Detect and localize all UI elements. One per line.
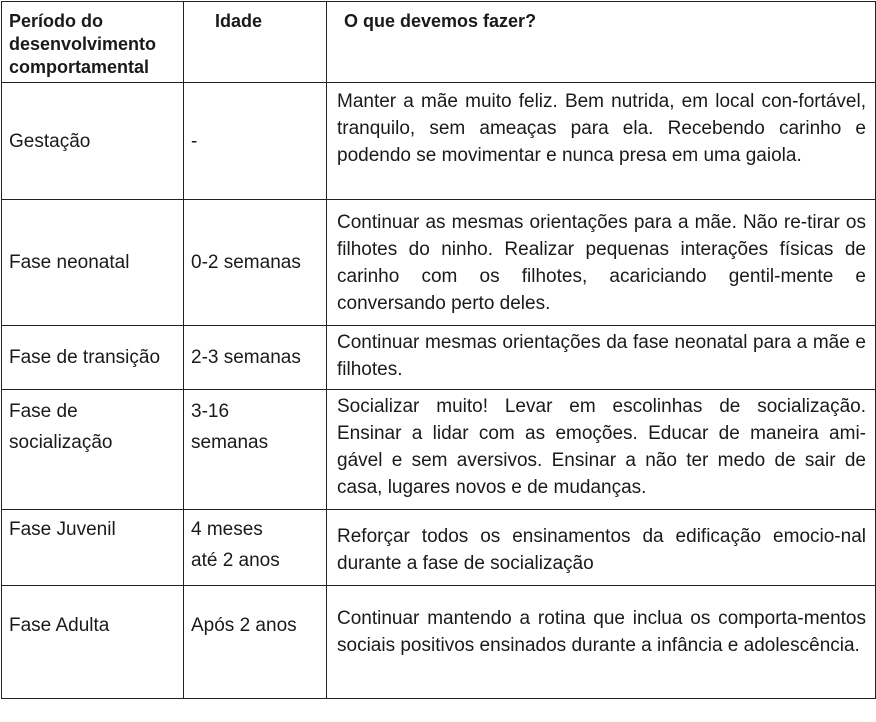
table-row: [2, 83, 876, 200]
header-period-line: Período do: [9, 11, 103, 31]
header-period-line: desenvolvimento: [9, 34, 157, 54]
table-row: [2, 390, 876, 510]
header-period: [2, 2, 184, 83]
age-cell: Após 2 anos: [184, 586, 327, 699]
period-cell: Fase neonatal: [2, 200, 184, 326]
development-table: [1, 1, 876, 699]
period-cell: Fase de transição: [2, 326, 184, 390]
header-age: Idade: [184, 2, 327, 83]
table-row: [2, 200, 876, 326]
table-header-row: [2, 2, 876, 83]
action-cell: Continuar as mesmas orientações para a mãe. Não re-tirar os filhotes do ninho. Realizar pequenas interações físicas de carinho com os filhotes, acariciando gentil-mente e conversando perto deles.: [327, 200, 876, 326]
action-cell: Manter a mãe muito feliz. Bem nutrida, em local con-fortável, tranquilo, sem ameaças para ela. Recebendo carinho e podendo se movimentar e nunca presa em uma gaiola.: [327, 83, 876, 200]
action-cell: Reforçar todos os ensinamentos da edificação emocio-nal durante a fase de socialização: [327, 510, 876, 586]
action-cell: Continuar mesmas orientações da fase neonatal para a mãe e filhotes.: [327, 326, 876, 390]
table-row: [2, 586, 876, 699]
age-cell: 4 meses até 2 anos: [184, 510, 327, 586]
age-cell: -: [184, 83, 327, 200]
period-cell: Fase de socialização: [2, 390, 184, 510]
action-cell: Continuar mantendo a rotina que inclua os comporta-mentos sociais positivos ensinados durante a infância e adolescência.: [327, 586, 876, 699]
header-period-line: comportamental: [9, 57, 150, 77]
age-cell: 2-3 semanas: [184, 326, 327, 390]
age-cell: 0-2 semanas: [184, 200, 327, 326]
period-cell: Gestação: [2, 83, 184, 200]
table-row: [2, 510, 876, 586]
age-cell: 3-16 semanas: [184, 390, 327, 510]
table-row: [2, 326, 876, 390]
header-action: O que devemos fazer?: [327, 2, 876, 83]
period-cell: Fase Adulta: [2, 586, 184, 699]
action-cell: Socializar muito! Levar em escolinhas de socialização. Ensinar a lidar com as emoções. Educar de maneira ami-gável e sem aversivos. Ensinar a não ter medo de sair de casa, lugares novos e de mudanças.: [327, 390, 876, 510]
period-cell: Fase Juvenil: [2, 510, 184, 586]
